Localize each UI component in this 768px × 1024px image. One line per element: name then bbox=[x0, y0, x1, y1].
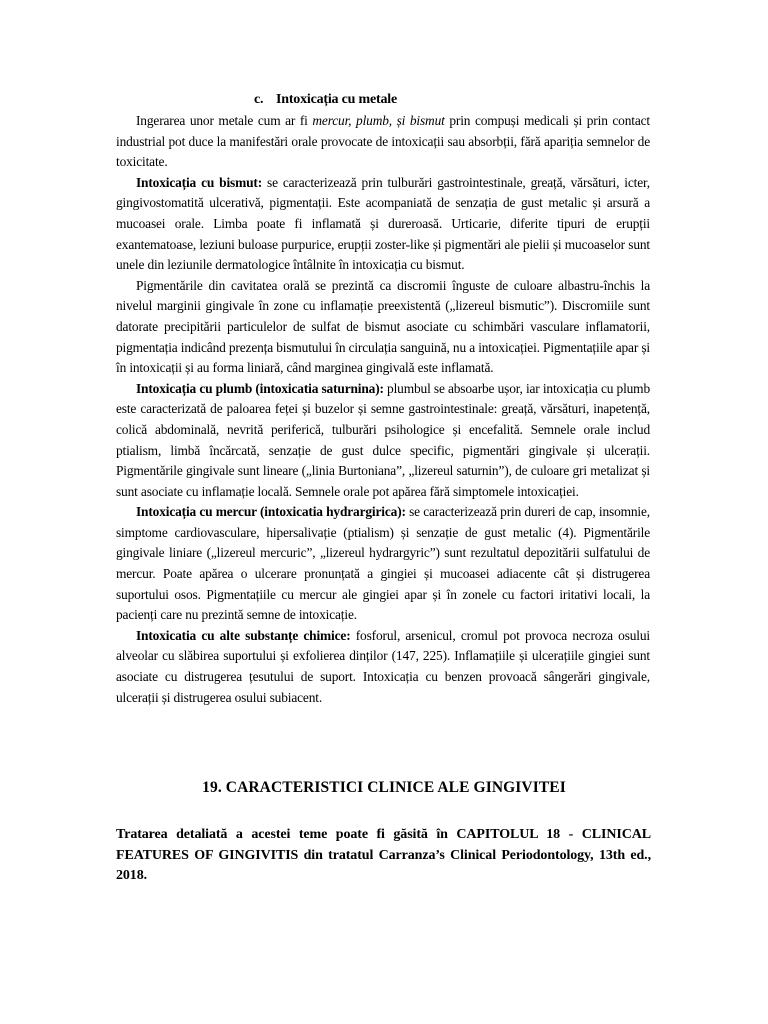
paragraph-plumb bbox=[116, 379, 650, 503]
section-heading bbox=[254, 92, 397, 108]
alte-substante-text: fosforul, arsenicul, cromul pot provoca necroza osului alveolar cu slăbirea suportului și exfolierea dinților (147, 225). Inflamațiile și ulcerațiile gingiei sunt asociate cu distrugerea țesutului de suport. Intoxicația cu benzen provoacă sângerări gingivale, ulcerații și distrugerea osului subiacent. bbox=[116, 627, 650, 705]
alte-substante-lead: Intoxicatia cu alte substanțe chimice: bbox=[136, 627, 351, 643]
intro-emphasis: mercur, plumb, și bismut bbox=[312, 113, 445, 128]
mercur-text: se caracterizează prin dureri de cap, insomnie, simptome cardiovasculare, hipersalivație (ptialism) și senzație de gust metalic (4). Pigmentările gingivale liniare („lizereul mercuric”, „lizereul hydrargyric”) sunt rezultatul depozitării sulfatului de mercur. Poate apărea o ulcerare pronunțată a gingiei și mucoasei adiacente cât și distrugerea suportului osos. Pigmentațiile cu mercur ale gingiei apar și în zonele cu factori iritativi locali, la pacienți care nu prezintă semne de intoxicație. bbox=[116, 504, 650, 623]
section-title: Intoxicația cu metale bbox=[276, 92, 397, 107]
bismut-text: se caracterizează prin tulburări gastrointestinale, greață, vărsături, icter, gingivostomatită ulcerativă, pigmentații. Este acompaniată de senzația de gust metalic și arsură a mucoasei orale. Limba poate fi inflamată și dureroasă. Urticarie, diferite tipuri de erupții exantematoase, leziuni buloase purpurice, erupții zoster-like și pigmentări ale pielii și mucoaselor sunt unele din leziunile dermatologice întâlnite în intoxicația cu bismut. bbox=[116, 174, 650, 273]
plumb-text: plumbul se absoarbe ușor, iar intoxicația cu plumb este caracterizată de paloarea feței și buzelor și semne gastrointestinale: greață, vărsături, inapetență, colică abdominală, nevrită periferică, tulburări psihologice și encefalită. Semnele orale includ ptialism, limbă încărcată, senzație de gust dulce specific, pigmentări gingivale și ulcerații. Pigmentările gingivale sunt lineare („linia Burtoniana”, „lizereul saturnin”), de culoare gri metalizat și sunt asociate cu inflamație locală. Semnele orale pot apărea fără simptomele intoxicației. bbox=[116, 380, 650, 499]
bismut-lead: Intoxicația cu bismut: bbox=[136, 174, 263, 190]
intro-text-a: Ingerarea unor metale cum ar fi bbox=[136, 113, 313, 128]
pigmentari-text: Pigmentările din cavitatea orală se prezintă ca discromii înguste de culoare albastru-închis la nivelul marginii gingivale în zone cu inflamație preexistentă („lizereul bismutic”). Discromiile sunt datorate precipitării particulelor de sulfat de bismut asociate cu schimbări vasculare inflamatorii, pigmentația indicând prezența bismutului în circulația sanguină, nu a intoxicației. Pigmentațiile apar și în intoxicații și au forma liniară, când marginea gingivală este inflamată. bbox=[116, 277, 650, 376]
section-letter: c. bbox=[254, 92, 264, 107]
reference-note: Tratarea detaliată a acestei teme poate fi găsită în CAPITOLUL 18 - CLINICAL FEATURES OF GINGIVITIS din tratatul Carranza’s Clinical Periodontology, 13th ed., 2018. bbox=[116, 827, 651, 884]
paragraph-pigmentari bbox=[116, 276, 650, 379]
paragraph-bismut bbox=[116, 173, 650, 276]
chapter-title: 19. CARACTERISTICI CLINICE ALE GINGIVITEI bbox=[202, 779, 566, 796]
body-text bbox=[116, 111, 650, 708]
intro-text-b: prin compuși medicali și prin contact industrial pot duce la manifestări orale provocate de intoxicații sau absorbții, fără apariția semnelor de toxicitate. bbox=[116, 113, 650, 170]
paragraph-mercur bbox=[116, 502, 650, 626]
paragraph-alte-substante bbox=[116, 626, 650, 708]
paragraph-intro bbox=[116, 111, 650, 173]
mercur-lead: Intoxicația cu mercur (intoxicatia hydrargirica): bbox=[136, 504, 406, 520]
plumb-lead: Intoxicația cu plumb (intoxicatia saturnina): bbox=[136, 380, 384, 396]
